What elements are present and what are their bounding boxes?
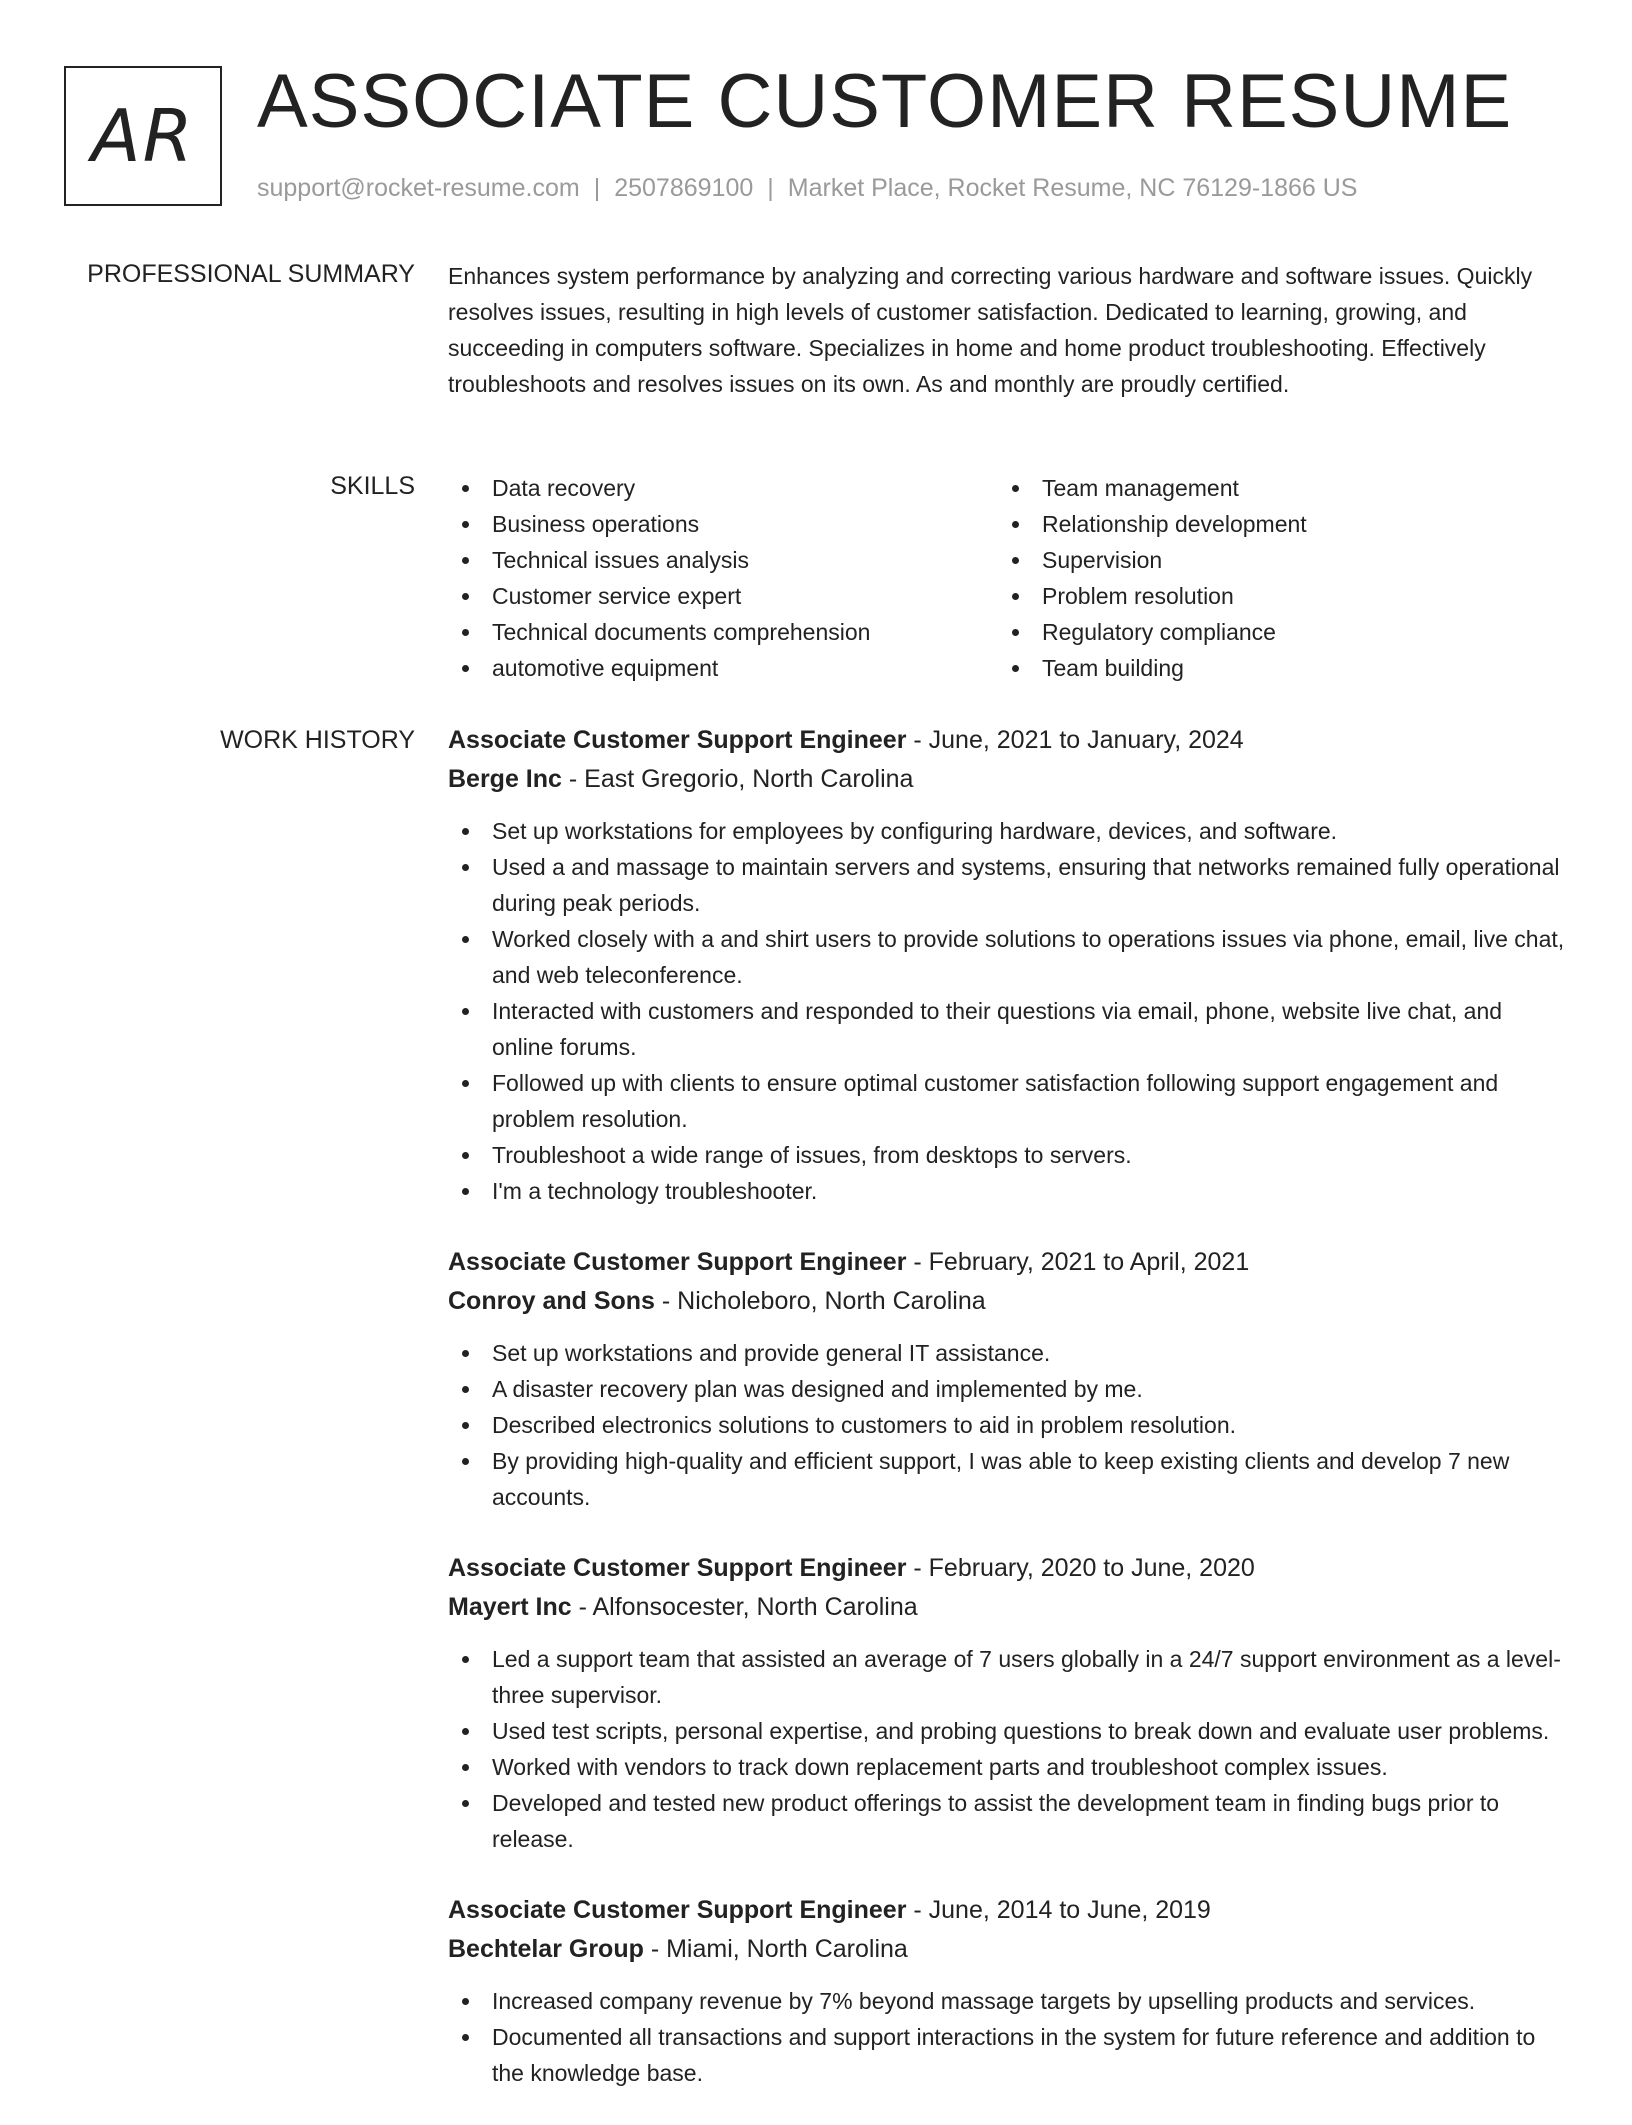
job-bullet: Set up workstations for employees by configuring hardware, devices, and software. <box>448 813 1568 849</box>
job-bullet: Worked closely with a and shirt users to provide solutions to operations issues via phone, email, live chat, and web teleconference. <box>448 921 1568 993</box>
job-bullet: Increased company revenue by 7% beyond massage targets by upselling products and services. <box>448 1983 1568 2019</box>
job-entry <box>448 1891 1568 2091</box>
job-bullet: Interacted with customers and responded to their questions via email, phone, website live chat, and online forums. <box>448 993 1568 1065</box>
skills-label: SKILLS <box>330 472 415 500</box>
job-bullet: Developed and tested new product offerings to assist the development team in finding bugs prior to release. <box>448 1785 1568 1857</box>
job-bullet: Described electronics solutions to customers to aid in problem resolution. <box>448 1407 1568 1443</box>
monogram-initials: AR <box>91 94 195 178</box>
job-entry <box>448 1243 1568 1515</box>
job-title-line <box>448 721 1568 760</box>
job-bullet: Documented all transactions and support interactions in the system for future reference and addition to the knowledge base. <box>448 2019 1568 2091</box>
job-location: - Miami, North Carolina <box>643 1935 908 1963</box>
summary-label: PROFESSIONAL SUMMARY <box>87 260 415 288</box>
skill-item: automotive equipment <box>448 650 998 686</box>
job-location: - East Gregorio, North Carolina <box>561 765 914 793</box>
skill-item: Technical issues analysis <box>448 542 998 578</box>
job-entry <box>448 721 1568 1209</box>
work-history-section <box>448 721 1568 2125</box>
job-company: Conroy and Sons <box>448 1287 655 1315</box>
job-bullet: Led a support team that assisted an average of 7 users globally in a 24/7 support environment as a level-three supervisor. <box>448 1641 1568 1713</box>
job-bullet: Troubleshoot a wide range of issues, from desktops to servers. <box>448 1137 1568 1173</box>
contact-email: support@rocket-resume.com <box>257 174 580 202</box>
job-dates: - February, 2020 to June, 2020 <box>906 1554 1255 1582</box>
skill-item: Team management <box>998 470 1548 506</box>
job-bullets <box>448 1641 1568 1857</box>
job-company: Mayert Inc <box>448 1593 572 1621</box>
job-bullet: Used test scripts, personal expertise, and probing questions to break down and evaluate user problems. <box>448 1713 1568 1749</box>
summary-section <box>448 258 1568 402</box>
job-company-line <box>448 1282 1568 1321</box>
contact-separator: | <box>593 174 601 202</box>
skill-item: Team building <box>998 650 1548 686</box>
job-title: Associate Customer Support Engineer <box>448 1554 907 1582</box>
skill-item: Relationship development <box>998 506 1548 542</box>
skill-item: Technical documents comprehension <box>448 614 998 650</box>
job-location: - Nicholeboro, North Carolina <box>654 1287 986 1315</box>
contact-line <box>257 174 1357 203</box>
skills-column-right <box>998 470 1548 686</box>
skills-section <box>448 470 1568 686</box>
job-bullet: Worked with vendors to track down replacement parts and troubleshoot complex issues. <box>448 1749 1568 1785</box>
job-bullet: Set up workstations and provide general IT assistance. <box>448 1335 1568 1371</box>
job-title: Associate Customer Support Engineer <box>448 726 907 754</box>
job-company-line <box>448 760 1568 799</box>
job-company: Bechtelar Group <box>448 1935 644 1963</box>
job-bullets <box>448 1983 1568 2091</box>
job-dates: - June, 2014 to June, 2019 <box>906 1896 1211 1924</box>
contact-phone: 2507869100 <box>614 174 754 202</box>
job-entry <box>448 1549 1568 1857</box>
monogram-box <box>64 66 222 206</box>
job-bullet: By providing high-quality and efficient support, I was able to keep existing clients and develop 7 new accounts. <box>448 1443 1568 1515</box>
contact-address: Market Place, Rocket Resume, NC 76129-1866 US <box>787 174 1358 202</box>
job-company-line <box>448 1588 1568 1627</box>
job-title-line <box>448 1549 1568 1588</box>
job-bullet: A disaster recovery plan was designed and implemented by me. <box>448 1371 1568 1407</box>
work-history-label: WORK HISTORY <box>220 726 415 754</box>
summary-text: Enhances system performance by analyzing and correcting various hardware and software issues. Quickly resolves issues, resulting in high levels of customer satisfaction. Dedicated to learning, growing, and succeeding in computers software. Specializes in home and home product troubleshooting. Effectively troubleshoots and resolves issues on its own. As and monthly are proudly certified. <box>448 263 1533 397</box>
job-title-line <box>448 1243 1568 1282</box>
job-location: - Alfonsocester, North Carolina <box>571 1593 918 1621</box>
job-bullet: Followed up with clients to ensure optimal customer satisfaction following support engagement and problem resolution. <box>448 1065 1568 1137</box>
skill-item: Supervision <box>998 542 1548 578</box>
skill-item: Problem resolution <box>998 578 1548 614</box>
job-company-line <box>448 1930 1568 1969</box>
job-dates: - February, 2021 to April, 2021 <box>906 1248 1250 1276</box>
job-title-line <box>448 1891 1568 1930</box>
skill-item: Regulatory compliance <box>998 614 1548 650</box>
job-bullet: I'm a technology troubleshooter. <box>448 1173 1568 1209</box>
job-bullets <box>448 1335 1568 1515</box>
job-dates: - June, 2021 to January, 2024 <box>906 726 1244 754</box>
skill-item: Customer service expert <box>448 578 998 614</box>
job-title: Associate Customer Support Engineer <box>448 1896 907 1924</box>
job-company: Berge Inc <box>448 765 562 793</box>
job-bullet: Used a and massage to maintain servers and systems, ensuring that networks remained fully operational during peak periods. <box>448 849 1568 921</box>
skill-item: Business operations <box>448 506 998 542</box>
skill-item: Data recovery <box>448 470 998 506</box>
resume-title: ASSOCIATE CUSTOMER RESUME <box>257 59 1513 144</box>
skills-column-left <box>448 470 998 686</box>
contact-separator: | <box>767 174 774 202</box>
job-title: Associate Customer Support Engineer <box>448 1248 907 1276</box>
job-bullets <box>448 813 1568 1209</box>
